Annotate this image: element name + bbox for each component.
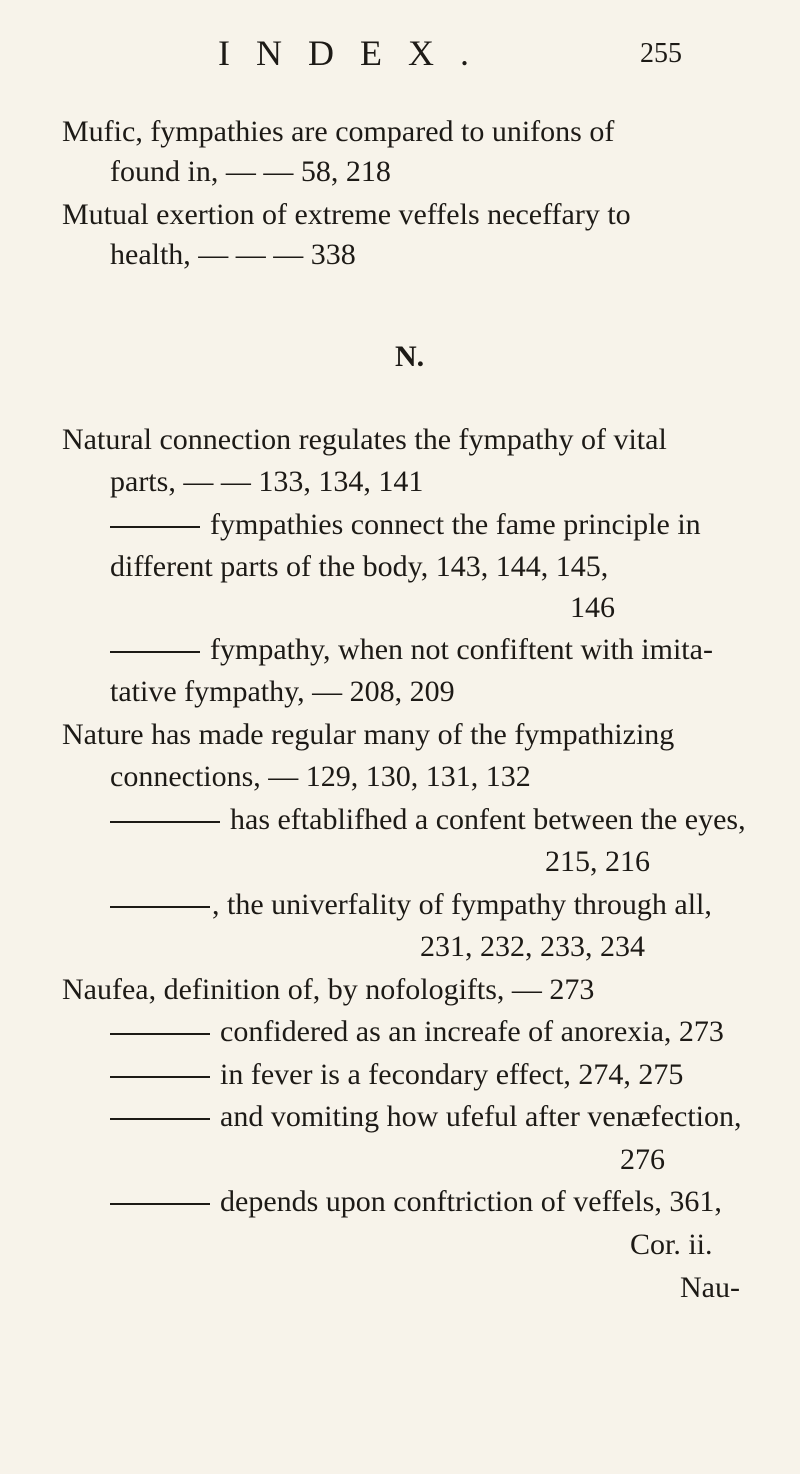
section-heading-n: N. <box>395 340 425 373</box>
entry-mutual-cont: health, — — — 338 <box>110 238 356 271</box>
index-title: INDEX. <box>218 33 495 73</box>
subentry-text: and vomiting how ufeful after venæfection, <box>220 1100 742 1133</box>
page-ref: 215, 216 <box>545 845 650 878</box>
subentry-text: confidered as an increafe of anorexia, 273 <box>220 1015 724 1048</box>
entry-nature-cont: connections, — 129, 130, 131, 132 <box>110 760 531 793</box>
entry-mufic-cont: found in, — — 58, 218 <box>110 155 391 188</box>
entry-natural: Natural connection regulates the fympathy of vital <box>62 423 667 456</box>
subentry-sympathies-cont: different parts of the body, 143, 144, 145, <box>110 550 609 583</box>
ditto-dash <box>110 1203 210 1205</box>
catchword: Nau- <box>680 1271 740 1304</box>
ditto-dash <box>110 1118 210 1120</box>
subentry-text: has eftablifhed a confent between the eyes, <box>230 803 746 836</box>
page-number: 255 <box>640 38 682 69</box>
entry-naufea: Naufea, definition of, by nofologifts, — 273 <box>62 973 595 1006</box>
subentry-text: fympathy, when not confiftent with imita- <box>210 633 713 666</box>
subentry-vomiting <box>110 1097 742 1137</box>
subentry-considered <box>110 1012 724 1052</box>
subentry-text: , the univerfality of fympathy through all, <box>212 888 712 921</box>
page-ref: 276 <box>620 1143 665 1176</box>
entry-mutual: Mutual exertion of extreme veffels neceffary to <box>62 198 631 231</box>
subentry-depends <box>110 1182 722 1222</box>
ditto-dash <box>110 526 200 528</box>
subentry-sympathies <box>110 505 701 545</box>
subentry-universality <box>110 885 712 925</box>
ditto-dash <box>110 906 210 908</box>
subentry-text: fympathies connect the fame principle in <box>210 508 701 541</box>
subentry-text: depends upon conftriction of veffels, 361, <box>220 1185 722 1218</box>
subentry-text: in fever is a fecondary effect, 274, 275 <box>220 1058 684 1091</box>
entry-natural-cont: parts, — — 133, 134, 141 <box>110 465 424 498</box>
entry-nature: Nature has made regular many of the fympathizing <box>62 718 675 751</box>
ditto-dash <box>110 651 200 653</box>
page-ref: 146 <box>570 591 615 624</box>
entry-mufic: Mufic, fympathies are compared to unifons of <box>62 115 615 148</box>
page-header <box>0 32 800 82</box>
ditto-dash <box>110 821 220 823</box>
subentry-sympathy-cont: tative fympathy, — 208, 209 <box>110 675 455 708</box>
page-ref: Cor. ii. <box>630 1228 713 1261</box>
ditto-dash <box>110 1033 210 1035</box>
subentry-sympathy <box>110 630 713 670</box>
subentry-fever <box>110 1055 683 1095</box>
ditto-dash <box>110 1076 210 1078</box>
subentry-established <box>110 800 746 840</box>
page-ref: 231, 232, 233, 234 <box>420 930 645 963</box>
